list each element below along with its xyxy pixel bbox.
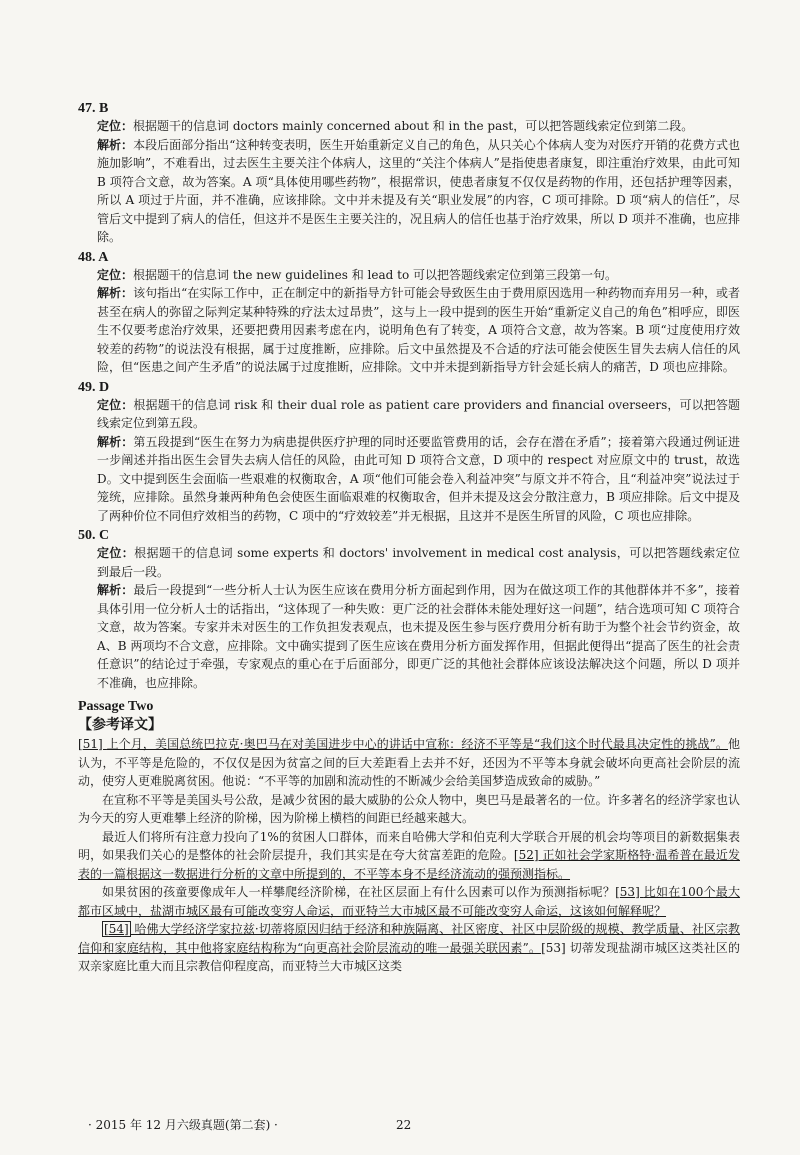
answer-50-locate: 定位：根据题干的信息词 some experts 和 doctors' involvement in medical cost analysis，可以把答题线索定位到最后一段。 <box>97 546 740 579</box>
answer-50-key: 50. C <box>78 528 110 543</box>
answer-47 <box>78 100 740 247</box>
sentence-tag-52: 52 <box>518 848 534 862</box>
answer-50 <box>78 527 740 692</box>
translation-paragraph-3: 最近人们将所有注意力投向了1%的贫困人口群体，而来自哈佛大学和伯克利大学联合开展的机会均等项目的新数据集表明，如果我们关心的是整体的社会阶层提升，我们其实是在夸大贫富差距的危险。[52] 正如社会学家斯格特·温希普在最近发表的一篇根据这一数据进行分析的文章中所提到的，不平等本身不是经济流动的强预测指标。 <box>78 829 740 881</box>
sentence-tag-53b: 53 <box>545 940 562 955</box>
answer-47-key: 47. B <box>78 101 109 116</box>
translation-title: 【参考译文】 <box>78 717 162 733</box>
answer-47-analysis: 解析：本段后面部分指出“这种转变表明，医生开始重新定义自己的角色，从只关心个体病人变为对医疗开销的花费方式也施加影响”，不难看出，过去医生主要关注个体病人，这里的“关注个体病人”是指使患者康复，即注重治疗效果，由此可知 B 项符合文意，故为答案。A 项“具体使用哪些药物”，根据常识，使患者康复不仅仅是药物的作用，还包括护理等因素，所以 A 项过于片面，并不准确，应该排除。文中并未提及有关“职业发展”的内容，C 项可排除。D 项“病人的信任”，尽管后文中提到了病人的信任，但这并不是医生主要关注的，况且病人的信任也基于治疗效果，所以 D 项并不准确，也应排除。 <box>97 137 740 244</box>
translation-paragraph-2: 在宣称不平等是美国头号公敌，是减少贫困的最大威胁的公众人物中，奥巴马是最著名的一位。许多著名的经济学家也认为今天的穷人更难攀上经济的阶梯，因为阶梯上横档的间距已经越来越大。 <box>78 792 740 825</box>
answer-48-locate: 定位：根据题干的信息词 the new guidelines 和 lead to 可以把答题线索定位到第三段第一句。 <box>97 267 617 282</box>
answer-48-analysis: 解析：该句指出“在实际工作中，正在制定中的新指导方针可能会导致医生由于费用原因选用一种药物而弃用另一种，或者甚至在病人的弥留之际判定某种特殊的疗法太过昂贵”，这与上一段中提到的医生开始“重新定义自己的角色”相呼应，即医生不仅要考虑治疗效果，还要把费用因素考虑在内，说明角色有了转变，A 项符合文意，故为答案。B 项“过度使用疗效较差的药物”的说法没有根据，属于过度推断，应排除。后文中虽然提及不合适的疗法可能会使医生冒失去病人信任的风险，但“医患之间产生矛盾”的说法属于过度推断，应排除。文中并未提到新指导方针会延长病人的痛苦，D 项也应排除。 <box>97 286 740 374</box>
translation-paragraph-5: [54] 哈佛大学经济学家拉兹·切蒂将原因归结于经济和种族隔离、社区密度、社区中层阶级的规模、教学质量、社区宗教信仰和家庭结构，其中他将家庭结构称为“向更高社会阶层流动的唯一最强关联因素”。[53] 切蒂发现盐湖市城区这类社区的双亲家庭比重大而且宗教信仰程度高，而亚特兰大市城区这类 <box>78 922 740 973</box>
answer-48 <box>78 249 740 377</box>
translation-paragraph-1: [51] 上个月，美国总统巴拉克·奥巴马在对美国进步中心的讲话中宣称：经济不平等是“我们这个时代最具决定性的挑战”。他认为，不平等是危险的，不仅仅是因为贫富之间的巨大差距看上去并不好，还因为不平等本身就会破坏向更高社会阶层的流动，使穷人更难脱离贫困。他说：“不平等的加剧和流动性的不断减少会给美国梦造成致命的威胁。” <box>78 737 741 788</box>
answer-47-locate: 定位：根据题干的信息词 doctors mainly concerned about 和 in the past，可以把答题线索定位到第二段。 <box>97 119 694 133</box>
sentence-tag-51: 51 <box>82 737 98 751</box>
translation-paragraph-4: 如果贫困的孩童要像成年人一样攀爬经济阶梯，在社区层面上有什么因素可以作为预测指标呢？[53] 比如在100个最大都市区域中，盐湖市城区最有可能改变穷人命运，而亚特兰大市城区最不可能改变穷人命运，这该如何解释呢？ <box>78 885 741 918</box>
answer-49-locate: 定位：根据题干的信息词 risk 和 their dual role as patient care providers and financial overseers，可以把答题线索定位到第五段。 <box>97 397 740 430</box>
footer-label: · 2015 年 12 月六级真题(第二套) · <box>88 1118 278 1132</box>
passage-title: Passage Two <box>78 699 154 714</box>
answer-49 <box>78 379 740 526</box>
sentence-tag-54: 54 <box>108 922 124 936</box>
page-number: 22 <box>396 1118 412 1132</box>
sentence-tag-53: 53 <box>619 885 636 899</box>
answer-49-analysis: 解析：第五段提到“医生在努力为病患提供医疗护理的同时还要监管费用的话，会存在潜在矛盾”；接着第六段通过例证进一步阐述并指出医生会冒失去病人信任的风险，由此可知 D 项符合文意，D 项中的 respect 对应原文中的 trust，故选 D。文中提到医生会面临一些艰难的权衡取舍，A 项“他们可能会卷入利益冲突”与原文并不符合，且“利益冲突”说法过于笼统，应排除。虽然身兼两种角色会使医生面临艰难的权衡取舍，但并未提及这会分散注意力，B 项应排除。后文中提及了两种价位不同但疗效相当的药物，C 项中的“疗效较差”并无根据，且这并不是医生所冒的风险，C 项也应排除。 <box>97 434 740 523</box>
answer-49-key: 49. D <box>78 379 110 395</box>
answer-50-analysis: 解析：最后一段提到“一些分析人士认为医生应该在费用分析方面起到作用，因为在做这项工作的其他群体并不多”，接着具体引用一位分析人士的话指出，“这体现了一种失败：更广泛的社会群体未能处理好这一问题”，结合选项可知 C 项符合文意，故为答案。专家并未对医生的工作负担发表观点，也未提及医生参与医疗费用分析有助于为整个社会节约资金，故 A、B 两项均不合文意，应排除。文中确实提到了医生应该在费用分析方面发挥作用，但据此便得出“提高了医生的社会责任意识”的结论过于牵强，专家观点的重心在于后面部分，即更广泛的其他社会群体应该设法解决这个问题，所以 D 项并不准确，也应排除。 <box>97 583 740 690</box>
answer-48-key: 48. A <box>78 249 109 265</box>
